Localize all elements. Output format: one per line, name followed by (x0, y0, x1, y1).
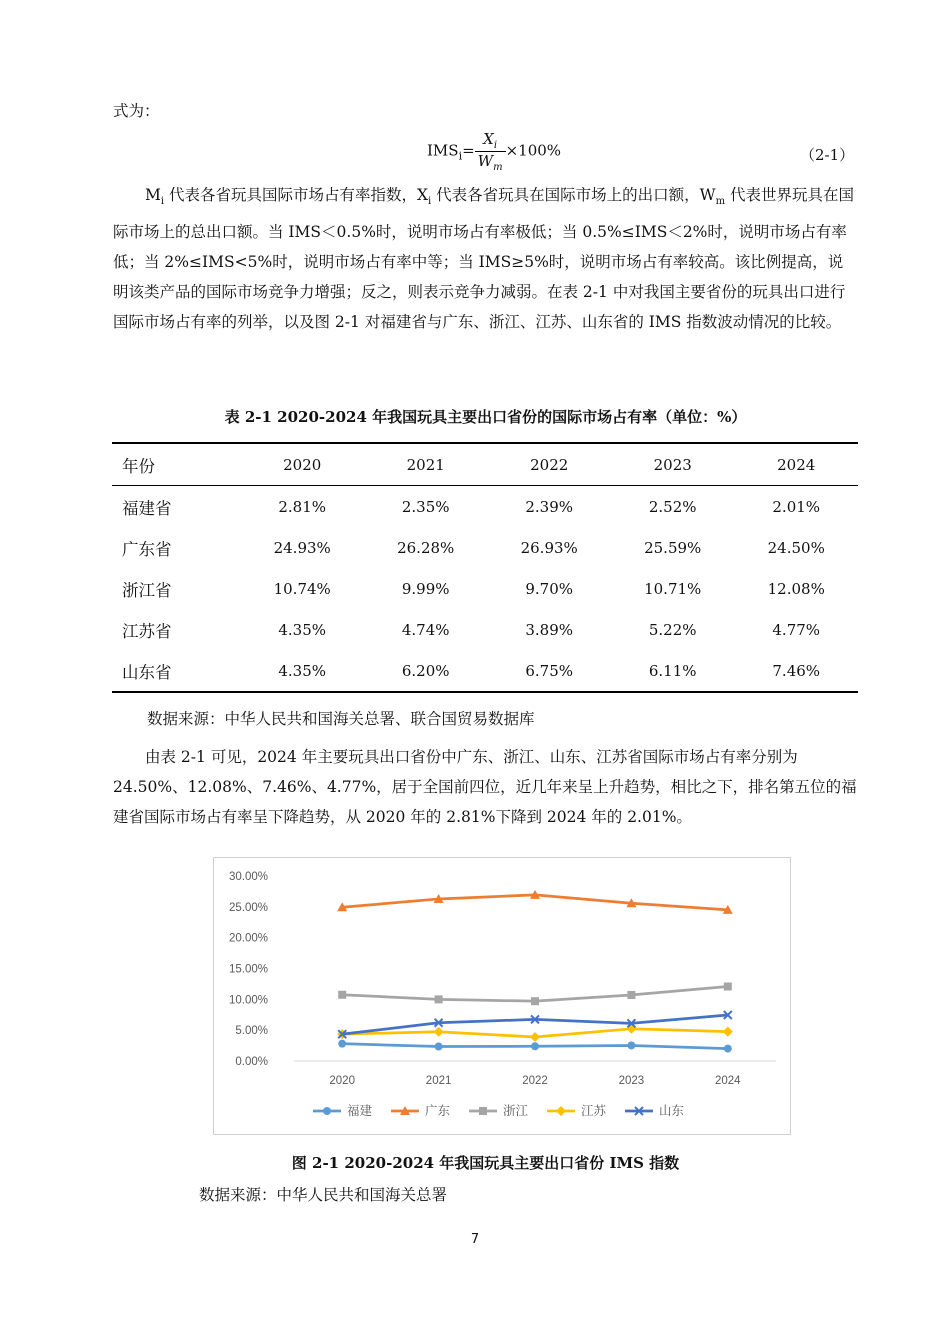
data-point (434, 1027, 444, 1037)
x-tick-label: 2022 (522, 1075, 548, 1087)
legend-label: 江苏 (581, 1103, 607, 1118)
data-point (627, 1041, 635, 1049)
data-point (338, 1040, 346, 1048)
x-tick-label: 2023 (618, 1075, 645, 1087)
ims-line-chart (213, 857, 791, 1135)
chart-svg (214, 858, 790, 1134)
paragraph-ims-definition: $M_i$ 代表各省玩具国际市场占有率指数，$X_i$ 代表各省玩具在国际市场上的出口额，$W_m$ 代表世界玩具在国际市场上的总出口额。当 IMS＜0.5%时，说明市场占有率极低；当 0.5%≤IMS＜2%时，说明市场占有率低；当 2%≤IMS<5%时，说明市场占有率中等；当 IMS≥5%时，说明市场占有率较高。该比例提高，说明该类产品的国际市场竞争力增强；反之，则表示竞争力减弱。在表 2-1 中对我国主要省份的玩具出口进行国际市场占有率的列举，以及图 2-1 对福建省与广东、浙江、江苏、山东省的 IMS 指数波动情况的比较。 (113, 186, 855, 332)
data-point (724, 1045, 732, 1053)
data-point (627, 991, 635, 999)
legend-swatch-marker (323, 1107, 331, 1115)
y-tick-label: 30.00% (228, 871, 268, 883)
paragraph-analysis: 由表 2-1 可见，2024 年主要玩具出口省份中广东、浙江、山东、江苏省国际市场占有率分别为 24.50%、12.08%、7.46%、4.77%，居于全国前四位，近几年来呈上升趋势，相比之下，排名第五位的福建省国际市场占有率呈下降趋势，从 2020 年的 2.81%下降到 2024 年的 2.01%。 (113, 748, 857, 826)
data-point (435, 1043, 443, 1051)
y-tick-label: 5.00% (235, 1025, 268, 1038)
formula-den: W (477, 152, 494, 170)
formula-fraction (475, 130, 506, 173)
table-header-row (112, 443, 858, 486)
table-source: 数据来源：中华人民共和国海关总署、联合国贸易数据库 (147, 710, 535, 728)
data-point (435, 995, 443, 1003)
data-point (724, 983, 732, 991)
header-2021: 2021 (406, 455, 445, 474)
legend-label: 山东 (659, 1103, 685, 1118)
table-caption: 表 2-1 2020-2024 年我国玩具主要出口省份的国际市场占有率（单位：%） (224, 408, 747, 426)
formula-number: （2-1） (800, 146, 855, 164)
x-tick-label: 2020 (329, 1075, 355, 1087)
y-tick-label: 15.00% (228, 963, 268, 976)
legend-label: 浙江 (503, 1103, 529, 1118)
y-tick-label: 10.00% (228, 994, 268, 1007)
header-2022: 2022 (530, 455, 569, 474)
y-tick-label: 20.00% (228, 932, 268, 945)
page-number: 7 (470, 1232, 480, 1247)
ims-formula (427, 130, 561, 173)
series-line-5 (342, 1015, 728, 1034)
figure-caption: 图 2-1 2020-2024 年我国玩具主要出口省份 IMS 指数 (291, 1154, 680, 1172)
header-year: 年份 (122, 456, 155, 476)
formula-num: X (483, 130, 494, 148)
table-row: 浙江省 10.74% 9.99% 9.70% 10.71% 12.08% (122, 579, 825, 600)
formula-den-sub: m (493, 162, 503, 173)
intro-line: 式为： (113, 102, 160, 120)
y-tick-label: 25.00% (228, 901, 268, 914)
ims-table-wrapper (112, 442, 858, 693)
formula-eq: = (462, 141, 475, 160)
data-point (531, 1042, 539, 1050)
data-point (530, 1032, 540, 1042)
data-point (723, 1027, 733, 1037)
data-point (338, 991, 346, 999)
header-2024: 2024 (777, 455, 816, 474)
legend-label: 福建 (347, 1103, 373, 1118)
data-point (531, 997, 539, 1005)
table-row: 广东省 24.93% 26.28% 26.93% 25.59% 24.50% (122, 538, 825, 559)
legend-label: 广东 (425, 1103, 451, 1118)
x-tick-label: 2021 (425, 1075, 452, 1087)
ims-table (112, 442, 858, 693)
formula-tail: ×100% (505, 141, 562, 160)
table-row: 山东省 4.35% 6.20% 6.75% 6.11% 7.46% (112, 650, 858, 692)
header-2023: 2023 (653, 455, 692, 474)
legend-swatch-marker (479, 1107, 487, 1115)
legend-swatch-marker (556, 1106, 566, 1116)
formula-num-sub: i (493, 140, 498, 151)
y-tick-label: 0.00% (235, 1056, 268, 1068)
figure-source: 数据来源：中华人民共和国海关总署 (199, 1186, 448, 1204)
formula-lhs-sub: i (458, 149, 463, 163)
table-row: 福建省 2.81% 2.35% 2.39% 2.52% 2.01% (122, 497, 821, 518)
x-tick-label: 2024 (715, 1075, 741, 1087)
formula-lhs: IMS (427, 141, 459, 160)
header-2020: 2020 (283, 455, 322, 474)
data-point (626, 1024, 636, 1034)
table-row: 江苏省 4.35% 4.74% 3.89% 5.22% 4.77% (122, 620, 821, 641)
